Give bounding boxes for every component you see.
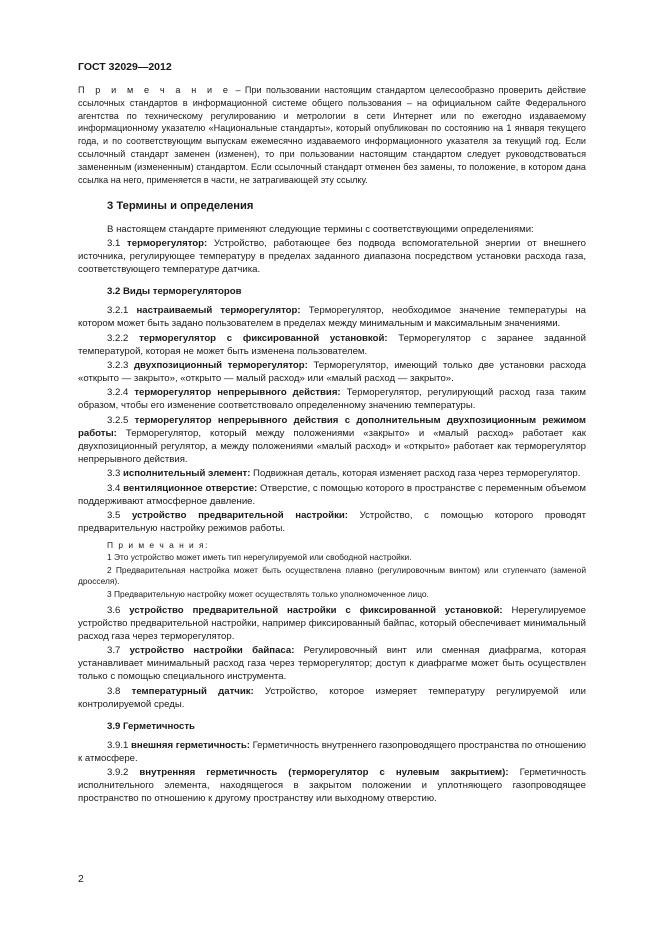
term-3-9-2: 3.9.2 внутренняя герметичность (терморегулятор с нулевым закрытием): Герметичность исполнительного элемента, находящегося в закрытом положении и уплотняющего газопроводящее пространство по отношению к другому пространству или выходному отверстию. <box>78 766 586 804</box>
note-1: 1 Это устройство может иметь тип нерегулируемой или свободной настройки. <box>107 552 412 563</box>
note-3: 3 Предварительную настройку может осуществлять только уполномоченное лицо. <box>107 588 429 599</box>
section-body <box>78 224 586 807</box>
term-3-9-1: 3.9.1 внешняя герметичность: Герметичность внутреннего газопроводящего пространства по отношению к атмосфере. <box>78 739 586 764</box>
notes-3-5 <box>78 540 586 600</box>
subsection-3-9-title: 3.9 Герметичность <box>107 720 195 732</box>
term-3-2-2: 3.2.2 терморегулятор с фиксированной установкой: Терморегулятор с заранее заданной температурой, которая не может быть изменена пользователем. <box>78 332 586 357</box>
standard-header: ГОСТ 32029—2012 <box>78 61 172 73</box>
reference-note <box>78 84 586 186</box>
term-3-3: 3.3 исполнительный элемент: Подвижная деталь, которая изменяет расход газа через терморегулятор. <box>107 468 581 480</box>
term-3-8: 3.8 температурный датчик: Устройство, которое измеряет температуру регулируемой или контролируемой среды. <box>78 685 586 710</box>
note-text: – При пользовании настоящим стандартом целесообразно проверить действие ссылочных стандартов в информационной системе общего пользования – на официальном сайте Федерального агентства по техническому регулированию и метрологии в сети Интернет или по ежегодно издаваемому информационному указателю «Национальные стандарты», который опубликован по состоянию на 1 января текущего года, и по соответствующим выпускам ежемесячно издаваемого информационного указателя за текущий год. Если ссылочный стандарт заменен (изменен), то при пользовании настоящим стандартом следует руководствоваться замененным (измененным) стандартом. Если ссылочный стандарт отменен без замены, то положение, в котором дана ссылка на него, применяется в части, не затрагивающей эту ссылку. <box>78 85 586 185</box>
notes-label: П р и м е ч а н и я: <box>107 539 209 550</box>
term-3-6: 3.6 устройство предварительной настройки с фиксированной установкой: Нерегулируемое устройство предварительной настройки, например фиксированный байпас, который обеспечивает минимальный расход газа через терморегулятор. <box>78 605 586 642</box>
term-3-7: 3.7 устройство настройки байпаса: Регулировочный винт или сменная диафрагма, которая устанавливает минимальный расход газа через терморегулятор; доступ к диафрагме может быть осуществлен только с помощью специального инструмента. <box>78 645 587 683</box>
subsection-3-2-title: 3.2 Виды терморегуляторов <box>107 286 242 298</box>
term-3-2-5: 3.2.5 терморегулятор непрерывного действия с дополнительным двухпозиционным режимом работы: Терморегулятор, который между положениями «закрыто» и «малый расход» работает как двухпозиционный регулятор, а между положениями «малый расход» и «открыто» работает как терморегулятор непрерывного действия. <box>78 414 586 465</box>
section-title: 3 Термины и определения <box>107 200 254 212</box>
term-3-2-4: 3.2.4 терморегулятор непрерывного действия: Терморегулятор, регулирующий расход газа таким образом, чтобы его изменение соответствовало определенному значению температуры. <box>78 387 587 412</box>
intro-paragraph: В настоящем стандарте применяют следующие термины с соответствующими определениями: <box>107 224 534 235</box>
term-3-4: 3.4 вентиляционное отверстие: Отверстие, с помощью которого в пространстве с переменным объемом поддерживают атмосферное давление. <box>78 482 586 507</box>
note-label: П р и м е ч а н и е <box>78 85 232 95</box>
term-3-1: 3.1 терморегулятор: Устройство, работающее без подвода вспомогательной энергии от внешнего источника, регулирующее температуру в пределах заданного диапазона посредством установки расхода газа, соответствующего температуре датчика. <box>78 238 586 276</box>
term-3-2-3: 3.2.3 двухпозиционный терморегулятор: Терморегулятор, имеющий только две установки расхода «открыто — закрыто», «открыто — малый расход» или «малый расход — закрыто». <box>78 360 586 385</box>
term-3-5: 3.5 устройство предварительной настройки: Устройство, с помощью которого проводят предварительную настройку режимов работы. <box>78 510 586 535</box>
page-number: 2 <box>78 873 84 885</box>
term-3-2-1: 3.2.1 настраиваемый терморегулятор: Терморегулятор, необходимое значение температуры на котором может быть задано пользователем в пределах между минимальным и максимальным значениями. <box>78 305 586 330</box>
note-2: 2 Предварительная настройка может быть осуществлена плавно (регулировочным винтом) или ступенчато (заменой дросселя). <box>78 564 586 587</box>
